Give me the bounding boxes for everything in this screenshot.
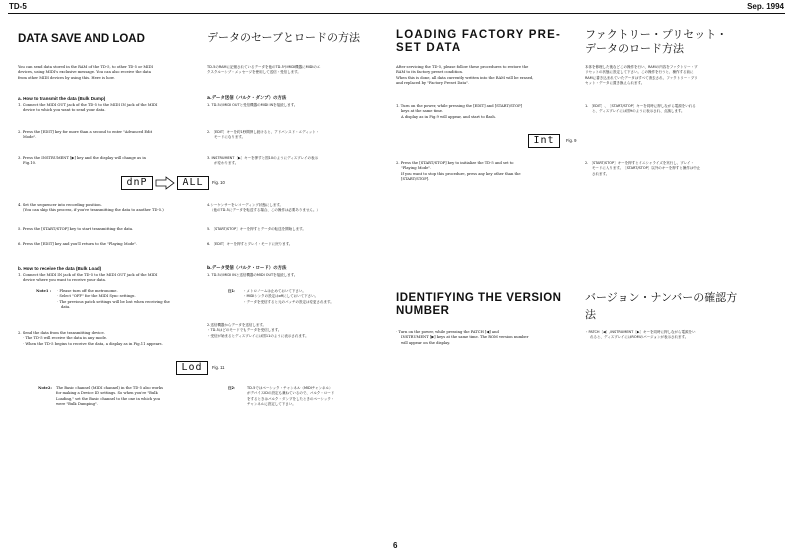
- col2-step-a6: 6. ［EDIT］キーを押すとプレイ・モードに戻ります。: [207, 242, 293, 246]
- section-title-data-save-load: DATA SAVE AND LOAD: [18, 33, 145, 45]
- fig9-lcd-init: Int: [528, 134, 560, 148]
- col1-step-a2: 2. Press the [EDIT] key for more than a second to enter "Advanced Edit Mode".: [18, 130, 153, 140]
- col1-note2-label: Note2:: [38, 386, 52, 390]
- section-title-loading-factory-preset: LOADING FACTORY PRE- SET DATA: [396, 29, 561, 54]
- col1-note2: The Basic channel (MIDI channel) in the TD-5 also works for making a Device ID settings. So when you're "Bulk Loading," set the Basic channel to the one in which you were "Bulk Dumping".: [56, 386, 164, 406]
- section-title-version-jp: バージョン・ナンバーの確認方 法: [585, 291, 738, 321]
- header-model: TD-5: [9, 2, 27, 11]
- fig11-lcd-load: Lod: [176, 361, 208, 375]
- page-number: 6: [393, 541, 398, 550]
- fig9-label: Fig. 9: [566, 138, 577, 143]
- col2-step-a1: 1. TD-5のMIDI OUTと受信機器のMIDI INを接続します。: [207, 103, 298, 107]
- fig11-label: Fig. 11: [212, 365, 225, 370]
- col1-step-a3: 3. Press the INSTRUMENT [▶] key and the display will change as in Fig.10.: [18, 156, 146, 166]
- header-rule: [8, 13, 785, 14]
- col2-note1: ・メトロノームは止めておいて下さい。 ・MIDIシンクの設定はoffにしておいて下さい。 ・データを受信すると元のパッチの設定は変更されます。: [243, 289, 334, 304]
- fig10-lcd-dump: dnP: [121, 176, 153, 190]
- col1-subtitle-transmit: a. How to transmit the data (Bulk Dump): [18, 96, 106, 101]
- col2-intro: TD-5のRAMに記憶されているデータを他のTD-5やMIDI機器にMIDIのエ クスクルーシブ・メッセージを使用して送信・受信します。: [207, 65, 321, 75]
- col1-step-b1: 1. Connect the MIDI IN jack of the TD-5 to the MIDI OUT jack of the MIDI device where you want to receive your data.: [18, 273, 158, 283]
- col1-subtitle-receive: b. How to receive the data (Bulk Load): [18, 266, 102, 271]
- col2-subtitle-transmit: a.データ送信（バルク・ダンプ）の方法: [207, 96, 287, 101]
- col3-intro: After servicing the TD-5, please follow these procedures to restore the RAM to its factory preset condition. When this is done, all data currently written into the RAM will be erased, and replaced by "Factory Preset Data".: [396, 65, 534, 85]
- col1-step-a5: 5. Press the [START/STOP] key to start transmitting the data.: [18, 227, 134, 231]
- col1-step-b2: 2. Send the data from the transmitting device. · The TD-5 will receive the data in any mode. · When the TD-5 begins to receive the data, a display as in Fig.11 appears.: [18, 331, 163, 346]
- col4-version-text: ・PATCH［◀］,INSTRUMENT［▶］キーを同時に押しながら電源をい れると、ディスプレイにはROMのバージョンが表示されます。: [585, 330, 696, 340]
- section-title-identifying-version: IDENTIFYING THE VERSION NUMBER: [396, 292, 562, 317]
- col4-intro: 本体を修理した後などこの操作を行い、RAMの内容をファクトリー・プ リセットの状態に設定して下さい。この操作を行うと、操作する前に RAMに書き込まれていたデータはすべて消去され、ファクトリー・プリ セット・データに置き換えられます。: [585, 65, 698, 86]
- col3-step-1: 1. Turn on the power, while pressing the [EDIT] and [START/STOP] keys at the same time. A display as in Fig.9 will appear, and start to flash.: [396, 104, 523, 119]
- col2-step-a5: 5. ［START/STOP］キーを押すとデータの転送を開始します。: [207, 227, 306, 231]
- col1-step-a6: 6. Press the [EDIT] key and you'll return to the "Playing Mode".: [18, 242, 138, 246]
- col4-step-2: 2. ［START/STOP］キーを押すとイニシャライズを実行し、プレイ・ モードに入ります。［START/STOP］以外のキーを押すと操作は中止 されます。: [585, 161, 701, 176]
- col3-step-2: 2. Press the [START/STOP] key to initialize the TD-5 and set to "Playing Mode". If you want to stop this procedure, press any key other than the [START/STOP].: [396, 161, 521, 181]
- col2-note2: TD-5ではベーシック・チャンネル（MIDIチャンネル） がデバイスIDの設定も兼ねているので、バルク・ロード をするときはバルク・ダンプをしたときのベーシック・ チャンネルに設定して下さい。: [247, 386, 335, 407]
- col4-step-1: 1. ［EDIT］、［START/STOP］キーを同時に押しながら電源をいれる と、ディスプレイには図9のように表示され、点滅します。: [585, 104, 696, 114]
- header-date: Sep. 1994: [747, 2, 784, 11]
- col1-step-a1: 1. Connect the MIDI OUT jack of the TD-5 to the MIDI IN jack of the MIDI device to which you want to send your data.: [18, 103, 158, 113]
- col2-subtitle-receive: b.データ受信（バルク・ロード）の方法: [207, 266, 287, 271]
- col2-note1-label: 注1：: [228, 289, 238, 293]
- section-title-data-save-load-jp: データのセーブとロードの方法: [207, 31, 361, 44]
- col3-version-text: · Turn on the power, while pressing the PATCH [◀] and INSTRUMENT [▶] keys at the same time. The ROM version number will appear on the display.: [396, 330, 529, 345]
- fig10-label: Fig. 10: [212, 180, 225, 185]
- fig10-lcd-all: ALL: [177, 176, 209, 190]
- col1-note1: · Please turn off the metronome. · Select "OFF" for the MIDI Sync settings. · The previous patch settings will be lost when receiving the data.: [57, 289, 170, 309]
- section-title-factory-preset-jp: ファクトリー・プリセット・ データのロード方法: [585, 28, 728, 55]
- col2-step-a3: 3. INSTRUMENT［▶］キーを押すと図10のようにディスプレイの表示 が変わります。: [207, 156, 318, 166]
- col1-step-a4: 4. Set the sequencer into recording position. (You can skip this process, if you're transmitting the data to another TD-5.): [18, 203, 164, 213]
- col2-step-b2: 2.送信機器からデータを送信します。 ・TD-5はどのモードでもデータを受信します。 ・受信が始まるとディスプレイには図11のように表示されます。: [207, 323, 309, 338]
- arrow-right-icon: [155, 176, 175, 190]
- col2-note2-label: 注2：: [228, 386, 238, 390]
- col1-note1-label: Note1 :: [36, 289, 52, 293]
- col1-intro: You can send data stored in the RAM of the TD-5, to other TD-5 or MIDI devices, using MIDI's exclusive message. You can also receive the data from other MIDI devices by using this. Here is how.: [18, 65, 153, 80]
- col2-step-a4: 4.シーケンサーをレコーディング状態にします。 （他のTD-5にデータを転送する場合、この操作は必要ありません。）: [207, 203, 321, 213]
- col2-step-b1: 1. TD-5のMIDI INと送信機器のMIDI OUTを接続します。: [207, 273, 298, 277]
- col2-step-a2: 2. ［EDIT］キーを約1秒間押し続けると、アドバンスド・エディット・ モードになります。: [207, 130, 320, 140]
